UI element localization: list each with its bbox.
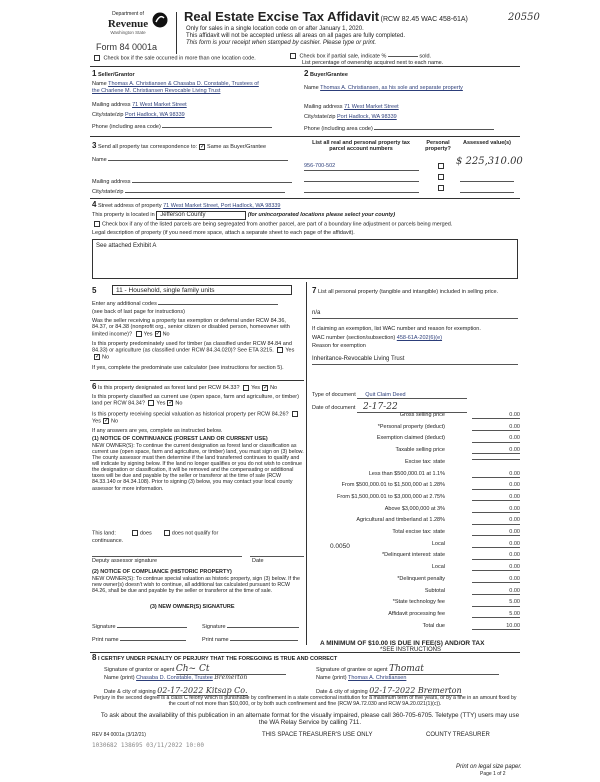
- parcel-number[interactable]: 956-700-502: [304, 163, 336, 169]
- same-as-buyer-label: Same as Buyer/Grantee: [207, 144, 267, 150]
- tax-row: [312, 506, 520, 515]
- tax-row-label: Local: [431, 540, 445, 547]
- minimum-due: A MINIMUM OF $10.00 IS DUE IN FEE(S) AND/OR TAX: [320, 640, 485, 647]
- sec3-mail-label: Mailing address: [92, 179, 131, 185]
- buyer-mail-label: Mailing address: [304, 104, 343, 110]
- tax-row-label: Total excise tax: state: [392, 529, 445, 535]
- legal-paper-note: Print on legal size paper.: [456, 764, 522, 770]
- deputy-date-label: Date: [252, 558, 264, 564]
- header-line-2: This affidavit will not be accepted unless all areas on all pages are fully completed.: [186, 33, 406, 39]
- tax-row: [312, 564, 520, 573]
- grantee-date-label: Date & city of signing: [316, 689, 368, 695]
- see-instructions: *SEE INSTRUCTIONS: [380, 647, 442, 653]
- seller-mail-label: Mailing address: [92, 102, 131, 108]
- grantee-signature[interactable]: Thomat: [389, 664, 499, 675]
- notice-continuance-heading: (1) NOTICE OF CONTINUANCE (FOREST LAND OR CURRENT USE): [92, 436, 268, 442]
- q1-no-checkbox[interactable]: [155, 331, 161, 337]
- revision-number: REV 84 0001a (3/12/21): [92, 732, 146, 738]
- segregated-checkbox[interactable]: [94, 221, 100, 227]
- seller-mail[interactable]: 71 West Market Street: [132, 102, 187, 108]
- q2-yes-checkbox[interactable]: [277, 347, 283, 353]
- tax-row-value[interactable]: 0.00: [472, 517, 520, 524]
- notice-compliance-heading: (2) NOTICE OF COMPLIANCE (HISTORIC PROPERTY): [92, 569, 232, 575]
- tax-row: [312, 447, 520, 456]
- exemption-reason[interactable]: Inheritance-Revocable Living Trust: [312, 356, 405, 362]
- tax-row-label: Above $3,000,000 at 3%: [384, 505, 445, 512]
- tax-row-value[interactable]: 0.00: [472, 435, 520, 442]
- grantor-date-label: Date & city of signing: [104, 689, 156, 695]
- buyer-name-1[interactable]: Thomas A. Christiansen, as his sole and separate property: [320, 85, 463, 91]
- tax-row-value[interactable]: 0.00: [472, 576, 520, 583]
- seller-name-1[interactable]: Thomas A. Christiansen & Chasaba D. Constable, Trustees of: [108, 81, 259, 87]
- seller-name-label: Name: [92, 81, 107, 87]
- legal-description: See attached Exhibit A: [96, 243, 157, 249]
- tax-row-label: Less than $500,000.01 at 1.1%: [368, 470, 445, 477]
- grantor-date-city[interactable]: 02-17-2022 Kitsap Co.: [157, 686, 248, 695]
- grantee-name[interactable]: Thomas A. Christiansen: [348, 675, 407, 681]
- grantor-signature-label: Signature of grantor or agent: [104, 667, 175, 673]
- q2-no-checkbox[interactable]: [94, 354, 100, 360]
- forest-yes-checkbox[interactable]: [243, 385, 249, 391]
- other-codes-label: Enter any additional codes: [92, 301, 157, 307]
- tax-row-label: *Delinquent penalty: [397, 575, 445, 582]
- notice-compliance-text: NEW OWNER(S): To continue special valuation as historic property, sign (3) below. If the new owner(s) doesn't wish to continue, all additional tax calculated pursuant to RCW 84.26, shall be due and payable by the seller or transferor at the time of sale.: [92, 576, 300, 595]
- tax-row-label: Subtotal: [424, 587, 445, 594]
- sec6-q2: Is this property classified as current use (open space, farm and agriculture, or timber) land per RCW 84.34? Yes✓ No: [92, 394, 304, 407]
- sec6-q3: Is this property receiving special valuation as historical property per RCW 84.26? Yes✓ No: [92, 411, 304, 425]
- doc-type[interactable]: Quit Claim Deed: [357, 392, 467, 399]
- buyer-heading: Buyer/Grantee: [309, 72, 348, 78]
- partial-note: List percentage of ownership acquired next to each name.: [302, 60, 444, 66]
- buyer-phone-label: Phone (including area code): [304, 126, 373, 132]
- sec5-q2b: If yes, complete the predominate use calculator (see instructions for section 5).: [92, 365, 284, 371]
- tax-row-value[interactable]: 5.00: [472, 599, 520, 606]
- personal-property-checkbox-2[interactable]: [438, 174, 444, 180]
- tax-row-value[interactable]: 0.00: [472, 552, 520, 559]
- seller-name-2[interactable]: the Charlene M. Christiansen Revocable Living Trust: [92, 88, 221, 94]
- owner-signature-1[interactable]: [117, 627, 187, 628]
- sec3-mail-field[interactable]: [132, 182, 292, 183]
- seller-city-label: City/state/zip: [92, 112, 124, 118]
- tax-row: [312, 459, 520, 468]
- seller-heading: Seller/Grantor: [97, 72, 135, 78]
- tax-row: [312, 576, 520, 585]
- tax-row-label: Gross selling price: [399, 412, 445, 418]
- tax-row: [312, 494, 520, 503]
- seller-phone-label: Phone (including area code): [92, 124, 161, 130]
- doc-type-label: Type of document: [312, 392, 356, 398]
- other-codes-field[interactable]: [158, 304, 278, 305]
- tax-row: [312, 424, 520, 433]
- parcel-row-2[interactable]: [304, 174, 419, 182]
- sec7-text: 7 List all personal property (tangible and intangible) included in selling price.: [312, 286, 499, 295]
- tax-row-value[interactable]: 0.00: [472, 447, 520, 454]
- grantee-name-label: Name (print): [316, 675, 347, 681]
- doc-date-label: Date of document: [312, 405, 356, 411]
- tax-row-value[interactable]: 0.00: [472, 412, 520, 419]
- tax-row: [312, 471, 520, 480]
- buyer-city-label: City/state/zip: [304, 114, 336, 120]
- current-use-no-checkbox[interactable]: [167, 400, 173, 406]
- partial-sale-checkbox[interactable]: [290, 53, 296, 59]
- grantor-name[interactable]: Chasaba D. Constable, Trustee: [136, 675, 213, 681]
- revenue-label: Revenue: [107, 17, 149, 30]
- personal-property-header: Personal property?: [425, 140, 451, 153]
- form-number: Form 84 0001a: [96, 42, 158, 52]
- owner-print-1[interactable]: [120, 640, 186, 641]
- county-select[interactable]: Jefferson County: [156, 211, 246, 220]
- sec5-q1: Was the seller receiving a property tax exemption or deferral under RCW 84.36, 84.37, or 84.38 (nonprofit org., senior citizen or disabled person, homeowner with limited income)? Yes✓ No: [92, 318, 302, 337]
- tax-row: [312, 517, 520, 526]
- tax-row-value[interactable]: [472, 459, 520, 460]
- sec6-q1: 6 Is this property designated as forest land per RCW 84.33? Yes✓ No: [92, 382, 304, 391]
- handwritten-stamp-number: 20550: [508, 12, 540, 23]
- tax-row-label: *Delinquent interest: state: [382, 552, 445, 559]
- state-label: Washington State: [110, 30, 146, 36]
- personal-property-checkbox-1[interactable]: [438, 163, 444, 169]
- sec3-city-field[interactable]: [125, 192, 285, 193]
- certification: I CERTIFY UNDER PENALTY OF PERJURY THAT THE FOREGOING IS TRUE AND CORRECT: [97, 656, 338, 662]
- local-rate[interactable]: 0.0050: [330, 543, 350, 550]
- if-any-yes: If any answers are yes, complete as instructed below.: [92, 428, 223, 434]
- grantee-date-city[interactable]: 02-17-2022 Bremerton: [369, 686, 462, 695]
- notice-continuance-text: NEW OWNER(S): To continue the current designation as forest land or classification as current use (open space, farm and agriculture, or timber) land, you must sign on (3) below. The county assessor must then determine if the land transferred continues to qualify and will indicate by signing below. If the land no longer qualifies or you do not wish to continue the designation or classification, it will be removed and the compensating or additional taxes will be due and payable by the seller or transferor at the time of sale (RCW 84.33.140 or 84.34.108). Prior to signing (3) below, you may contact your local county assessor for more information.: [92, 443, 304, 492]
- tax-row: [312, 435, 520, 444]
- this-land-label: This land:: [92, 530, 116, 537]
- forest-no-checkbox[interactable]: [262, 385, 268, 391]
- new-owner-signature-heading: (3) NEW OWNER(S) SIGNATURE: [150, 604, 235, 610]
- unincorp-note: (for unincorporated locations please select your county): [247, 212, 396, 218]
- historic-no-checkbox[interactable]: [103, 418, 109, 424]
- buyer-phone-field[interactable]: [374, 129, 494, 130]
- treasurer-use: THIS SPACE TREASURER'S USE ONLY: [262, 732, 373, 738]
- tax-row-value[interactable]: 0.00: [472, 494, 520, 501]
- header-line-1: Only for sales in a single location code on or after January 1, 2020.: [186, 26, 364, 32]
- tax-row-value[interactable]: 0.00: [472, 588, 520, 595]
- current-use-yes-checkbox[interactable]: [148, 400, 154, 406]
- tax-row-label: Total due: [422, 622, 445, 629]
- sec3-name-field[interactable]: [108, 160, 288, 161]
- reason-label: Reason for exemption: [312, 343, 366, 349]
- tax-row-value[interactable]: 0.00: [472, 424, 520, 431]
- tax-row-label: *Personal property (deduct): [377, 423, 445, 430]
- dept-label: Department of: [112, 11, 144, 17]
- tax-row-label: *State technology fee: [392, 599, 445, 606]
- tax-row: [312, 552, 520, 561]
- perjury-notice: Perjury in the second degree is a class C felony which is punishable by confinement in a state correctional institution for a maximum term of five years, or by a fine in an amount fixed by the court of not more than $10,000, or by both such confinement and fine (RCW 9A.72.030 and RCW 9A.20.021(1)(c)).: [93, 695, 517, 707]
- tax-row-value[interactable]: 0.00: [472, 541, 520, 548]
- buyer-city[interactable]: Port Hadlock, WA 98339: [337, 114, 397, 120]
- segregated-label: Check box if any of the listed parcels are being segregated from another parcel, are part of a boundary line adjustment or parcels being merged.: [102, 221, 453, 228]
- tax-row: [312, 529, 520, 538]
- tax-row: [312, 482, 520, 491]
- dor-logo-icon: [152, 12, 168, 28]
- tax-row-value[interactable]: 0.00: [472, 471, 520, 478]
- owner-print-label-2: Print name: [202, 637, 229, 643]
- personal-property-checkbox-3[interactable]: [438, 185, 444, 191]
- tax-row-label: From $1,500,000.01 to $3,000,000 at 2.75%: [337, 493, 445, 500]
- owner-signature-label-2: Signature: [202, 624, 226, 630]
- exempt-note: If claiming an exemption, list WAC number and reason for exemption.: [312, 326, 481, 332]
- sec3-text: Send all property tax correspondence to:: [97, 144, 198, 150]
- tax-row: [312, 412, 520, 421]
- continuance-label: continuance.: [92, 538, 124, 544]
- tax-row-label: Affidavit processing fee: [388, 610, 445, 617]
- county-treasurer: COUNTY TREASURER: [426, 732, 490, 738]
- header-line-3: This form is your receipt when stamped by cashier. Please type or print.: [186, 40, 377, 46]
- tax-row-label: From $500,000.01 to $1,500,000 at 1.28%: [341, 482, 445, 489]
- tax-row: [312, 623, 520, 632]
- multi-location-checkbox[interactable]: [94, 55, 100, 61]
- owner-print-2[interactable]: [230, 640, 298, 641]
- seller-phone-field[interactable]: [162, 127, 272, 128]
- form-title: Real Estate Excise Tax Affidavit (RCW 82.45 WAC 458-61A): [184, 9, 468, 24]
- parcel-row-3[interactable]: [304, 185, 419, 193]
- assessed-value-header: Assessed value(s): [463, 140, 511, 146]
- tax-row: [312, 588, 520, 597]
- street-address[interactable]: 71 West Market Street, Port Hadlock, WA 98339: [163, 203, 281, 209]
- tax-row-label: Taxable selling price: [395, 447, 445, 454]
- owner-signature-label: Signature: [92, 624, 116, 630]
- personal-property-na[interactable]: n/a: [312, 310, 321, 316]
- see-back-label: (see back of last page for instructions): [92, 309, 185, 315]
- partial-sale-label: Check box if partial sale, indicate %: [299, 53, 387, 60]
- grantor-name-label: Name (print): [104, 675, 135, 681]
- assessed-value[interactable]: $ 225,310.00: [456, 156, 523, 167]
- tax-row-value[interactable]: 0.00: [472, 482, 520, 489]
- legal-description-box[interactable]: [92, 239, 518, 279]
- tax-row-label: Excise tax: state: [404, 458, 445, 465]
- located-label: This property is located in: [92, 212, 155, 218]
- page-number: Page 1 of 2: [480, 771, 506, 777]
- parcel-header: List all real and personal property tax parcel account numbers: [312, 140, 410, 153]
- tax-row-value[interactable]: 10.00: [472, 623, 520, 630]
- tax-row-value[interactable]: 0.00: [472, 564, 520, 571]
- sec3-name-label: Name: [92, 157, 107, 163]
- grantor-city-handwritten[interactable]: Bremerton: [214, 674, 248, 681]
- does-not-checkbox[interactable]: [164, 530, 170, 536]
- tax-row-value[interactable]: 0.00: [472, 506, 520, 513]
- sec3-city-label: City/state/zip: [92, 189, 124, 195]
- tax-row-label: Exemption claimed (deduct): [376, 435, 445, 442]
- tax-row-label: Agricultural and timberland at 1.28%: [356, 517, 445, 524]
- tax-row-value[interactable]: 0.00: [472, 529, 520, 536]
- tax-row: [312, 599, 520, 608]
- recording-stamp: 1030682 138695 03/11/2022 10:00: [92, 742, 204, 749]
- wac-label: WAC number (section/subsection): [312, 335, 396, 341]
- wac-number[interactable]: 458-61A-202(6)(e): [396, 335, 443, 341]
- grantor-signature[interactable]: Ch~ Ct: [176, 664, 286, 675]
- tax-row-value[interactable]: 5.00: [472, 611, 520, 618]
- deputy-signature-label: Deputy assessor signature: [92, 558, 158, 564]
- sec5-q2: Is this property predominately used for timber (as classified under RCW 84.84 and 84.33) or agriculture (as classified under RCW 84.34.020)? See ETA 3215. Yes✓No: [92, 341, 302, 361]
- owner-print-label: Print name: [92, 637, 119, 643]
- buyer-mail[interactable]: 71 West Market Street: [344, 104, 399, 110]
- owner-signature-2[interactable]: [227, 627, 299, 628]
- tax-row: [312, 611, 520, 620]
- street-label: Street address of property: [97, 203, 162, 209]
- tax-row-label: Local: [431, 564, 445, 571]
- multi-location-label: Check box if the sale occurred in more than one location code.: [103, 55, 256, 62]
- q1-yes-checkbox[interactable]: [136, 331, 142, 337]
- does-checkbox[interactable]: [132, 530, 138, 536]
- seller-city[interactable]: Port Hadlock, WA 98339: [125, 112, 185, 118]
- legal-label: Legal description of property (if you need more space, attach a separate sheet to each page of the affidavit).: [92, 230, 355, 236]
- land-use-select[interactable]: 11 - Household, single family units: [112, 285, 292, 295]
- sold-label: sold.: [419, 53, 432, 60]
- alt-format-notice: To ask about the availability of this publication in an alternate format for the visually impaired, please call 360-705-6705. Teletype (TTY) users may use the WA Relay Service by calling 711.: [100, 712, 520, 727]
- same-as-buyer-checkbox[interactable]: [199, 144, 205, 150]
- historic-yes-checkbox[interactable]: [292, 411, 298, 417]
- buyer-name-label: Name: [304, 85, 319, 91]
- grantee-signature-label: Signature of grantee or agent: [316, 667, 388, 673]
- doc-date[interactable]: 2-17-22: [357, 402, 467, 413]
